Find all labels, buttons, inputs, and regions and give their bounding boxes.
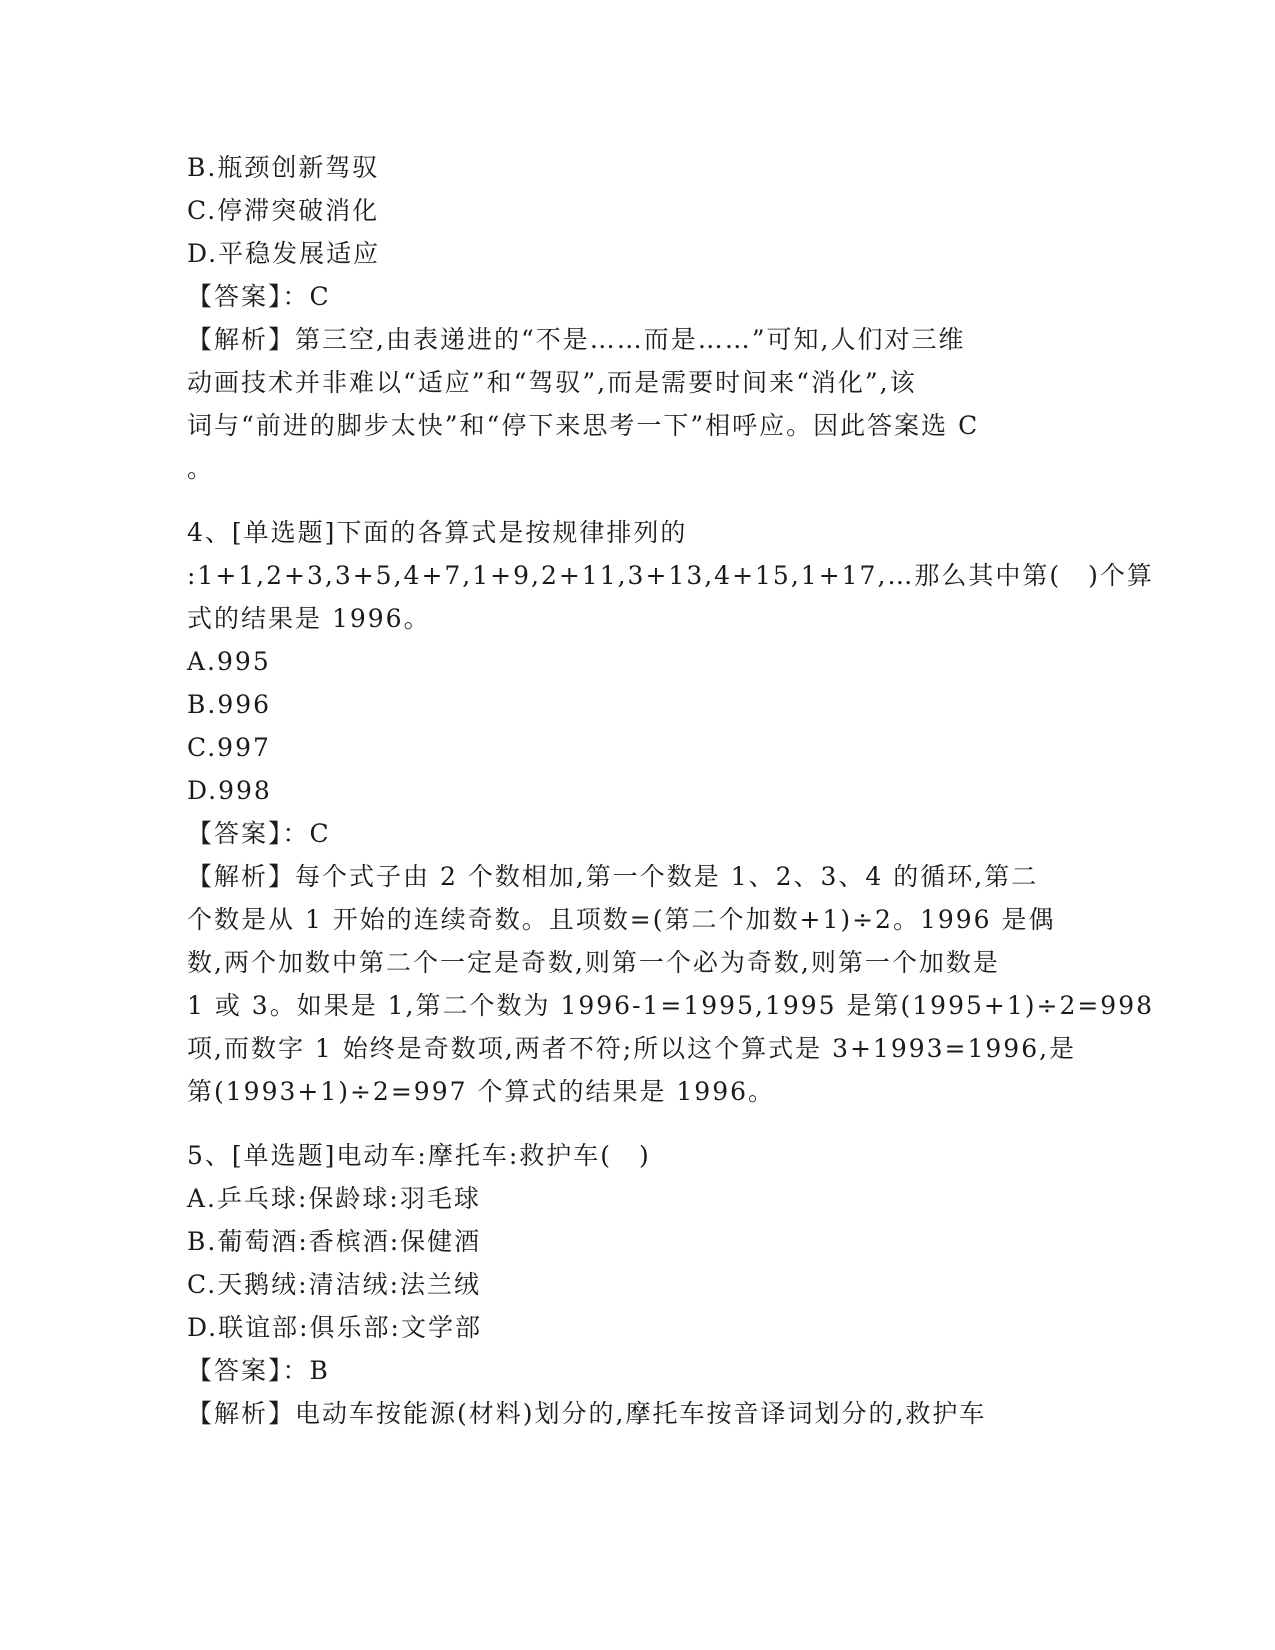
q4-analysis-line: 个数是从 1 开始的连续奇数。且项数=(第二个加数+1)÷2。1996 是偶: [187, 905, 1056, 934]
q5-analysis-line: 【解析】电动车按能源(材料)划分的,摩托车按音译词划分的,救护车: [187, 1399, 987, 1428]
q4-option-d: D.998: [187, 776, 272, 805]
q4-option-a: A.995: [187, 647, 271, 676]
q3-option-c: C.停滞突破消化: [187, 196, 380, 225]
q5-option-b: B.葡萄酒:香槟酒:保健酒: [187, 1227, 482, 1256]
q4-analysis-line: 1 或 3。如果是 1,第二个数为 1996-1=1995,1995 是第(1995+1)÷2=998: [187, 991, 1155, 1020]
q4-option-b: B.996: [187, 690, 272, 719]
q4-option-c: C.997: [187, 733, 271, 762]
q4-answer: 【答案】：C: [187, 819, 331, 848]
q5-option-a: A.乒乓球:保龄球:羽毛球: [187, 1184, 481, 1213]
q3-answer: 【答案】：C: [187, 282, 331, 311]
document-body: [187, 146, 1155, 1435]
q4-analysis-line: 第(1993+1)÷2=997 个算式的结果是 1996。: [187, 1077, 776, 1106]
q4-stem-line: :1+1,2+3,3+5,4+7,1+9,2+11,3+13,4+15,1+17,…那么其中第( )个算: [187, 561, 1154, 590]
q4-analysis-line: 数,两个加数中第二个一定是奇数,则第一个必为奇数,则第一个加数是: [187, 948, 1000, 977]
q5-option-c: C.天鹅绒:清洁绒:法兰绒: [187, 1270, 482, 1299]
q4-stem-line: 4、[单选题]下面的各算式是按规律排列的: [187, 518, 688, 547]
q4-analysis-line: 项,而数字 1 始终是奇数项,两者不符;所以这个算式是 3+1993=1996,是: [187, 1034, 1077, 1063]
q5-stem: 5、[单选题]电动车:摩托车:救护车( ): [187, 1141, 651, 1170]
q4-stem-line: 式的结果是 1996。: [187, 604, 431, 633]
question-spacer: [187, 490, 1077, 511]
q3-analysis-line: 词与“前进的脚步太快”和“停下来思考一下”相呼应。因此答案选 C: [187, 411, 980, 440]
q3-analysis-line: 。: [187, 454, 215, 483]
q4-analysis-line: 【解析】每个式子由 2 个数相加,第一个数是 1、2、3、4 的循环,第二: [187, 862, 1039, 891]
q3-option-b: B.瓶颈创新驾驭: [187, 153, 380, 182]
q3-option-d: D.平稳发展适应: [187, 239, 381, 268]
q3-analysis-line: 【解析】第三空,由表递进的“不是……而是……”可知,人们对三维: [187, 325, 966, 354]
q3-analysis-line: 动画技术并非难以“适应”和“驾驭”,而是需要时间来“消化”,该: [187, 368, 917, 397]
question-spacer: [187, 1113, 1077, 1134]
q5-option-d: D.联谊部:俱乐部:文学部: [187, 1313, 482, 1342]
q5-answer: 【答案】：B: [187, 1356, 330, 1385]
